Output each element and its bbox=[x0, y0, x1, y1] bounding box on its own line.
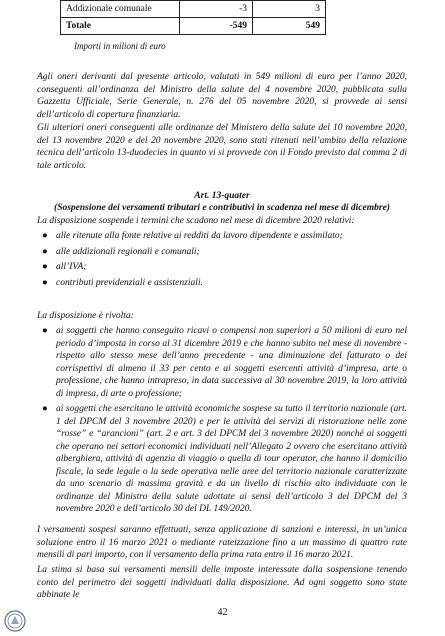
list-item: ● contributi previdenziali e assistenziali. bbox=[42, 277, 203, 288]
article-title: (Sospensione dei versamenti tributari e contributivi in scadenza nel mese di dicembre) bbox=[54, 203, 390, 213]
bullet-icon: ● bbox=[42, 246, 48, 257]
bullet-list-soggetti bbox=[37, 325, 407, 519]
financial-table bbox=[60, 0, 326, 35]
bullet-list-termini bbox=[37, 230, 407, 292]
table-caption: Importi in milioni di euro bbox=[74, 41, 166, 51]
bullet-icon: ● bbox=[42, 404, 48, 414]
row-value: -3 bbox=[180, 1, 253, 18]
row-label: Totale bbox=[61, 18, 180, 35]
table-row bbox=[61, 1, 326, 18]
paragraph-stima: La stima si basa sui versamenti mensili delle imposte interessate dalla sospensione tenendo conto del perimetro dei soggetti individuati dalla disposizione. Ad ogni soggetto sono state abbinate le bbox=[37, 565, 407, 600]
article-heading bbox=[37, 190, 407, 214]
list-item: ● alle ritenute alla fonte relative ai redditi da lavoro dipendente e assimilato; bbox=[42, 231, 343, 241]
bullet-icon: ● bbox=[42, 326, 48, 336]
bullet-icon: ● bbox=[42, 277, 48, 288]
row-value: 549 bbox=[253, 18, 326, 35]
bullet-icon: ● bbox=[42, 262, 48, 272]
row-value: 3 bbox=[253, 1, 326, 18]
table-row-total bbox=[61, 18, 326, 35]
row-label: Addizionale comunale bbox=[61, 1, 180, 18]
page-number: 42 bbox=[217, 607, 228, 618]
list-item: ● ai soggetti che hanno conseguito ricavi o compensi non superiori a 50 milioni di euro nel periodo d’imposta in corso al 31 dicembre 2019 e che hanno subito nel mese di novembre - rispetto allo stesso mese dell’anno precedente - una diminuzione del fatturato o dei corrispettivi di almeno il 33 per cento e ai soggetti esercenti attività d’impresa, arte o professione, che hanno intrapreso, in data successiva al 30 novembre 2019, la loro attività di impresa, di arte o professione; bbox=[42, 326, 407, 399]
bullet-icon: ● bbox=[42, 231, 48, 241]
row-value: -549 bbox=[180, 18, 253, 35]
senate-seal-icon bbox=[4, 610, 26, 632]
list-item: ● alle addizionali regionali e comunali; bbox=[42, 246, 200, 257]
list-item: ● ai soggetti che esercitano le attività economiche sospese su tutto il territorio nazionale (art. 1 del DPCM del 3 novembre 2020) e per le attività dei servizi di ristorazione nelle zone “rosse” e “arancioni” (art. 2 e art. 3 del DPCM del 3 novembre 2020) nonché ai soggetti che operano nei settori economici individuati nell’Allegato 2 ovvero che esercitano attività alberghiera, attività di agenzia di viaggio o quella di tour operator, che hanno il domicilio fiscale, la sede legale o la sede operativa nelle aree del territorio nazionale caratterizzate da uno scenario di massima gravità e da un livello di rischio alto individuate con le ordinanze del Ministro della salute adottate ai sensi dell’articolo 3 del DPCM del 3 novembre 2020 e dell’articolo 30 del DL 149/2020. bbox=[42, 404, 407, 514]
paragraph-versamenti: I versamenti sospesi saranno effettuati, senza applicazione di sanzioni e interessi, in un’unica soluzione entro il 16 marzo 2021 o mediante rateizzazione fino a un massimo di quattro rate mensili di pari importo, con il versamento della prima rata entro il 16 marzo 2021. bbox=[37, 525, 407, 560]
article-number: Art. 13-quater bbox=[194, 191, 250, 201]
paragraph-sospensione: La disposizione sospende i termini che scadono nel mese di dicembre 2020 relativi: bbox=[37, 216, 355, 226]
list-item: ● all’IVA; bbox=[42, 262, 87, 272]
paragraph-oneri: Agli oneri derivanti dal presente articolo, valutati in 549 milioni di euro per l’anno 2020, conseguenti all’ordinanza del Ministro della salute del 4 novembre 2020, pubblicata sulla Gazzetta Ufficiale, Serie Generale, n. 276 del 05 novembre 2020, si provvede ai sensi dell’articolo di copertura finanziaria. bbox=[37, 72, 407, 120]
paragraph-rivolta: La disposizione è rivolta: bbox=[37, 311, 134, 321]
paragraph-ulteriori-oneri: Gli ulteriori oneri conseguenti alle ordinanze del Ministero della salute del 10 novembre 2020, del 13 novembre 2020 e del 20 novembre 2020, sono stati ritenuti nell’ambito della relazione tecnica dell’articolo 13-duodecies in quanto vi si provvede con il Fondo previsto dal comma 2 di tale articolo. bbox=[37, 123, 407, 171]
